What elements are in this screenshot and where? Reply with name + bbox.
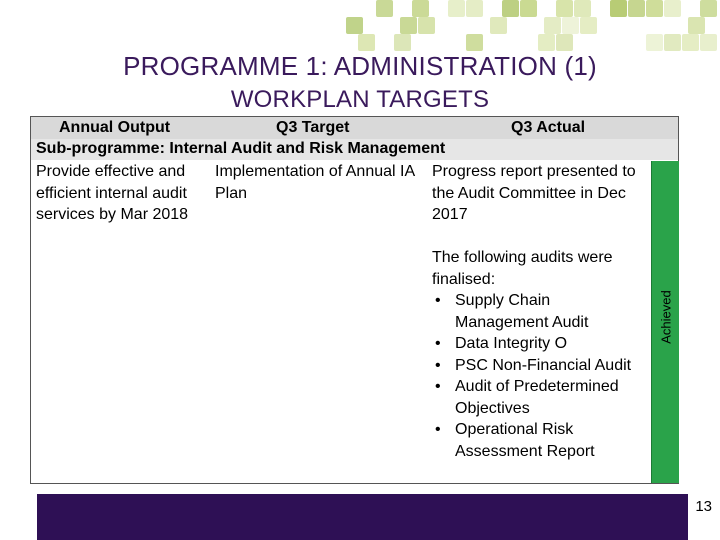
mosaic-tile — [664, 0, 681, 17]
mosaic-tile — [646, 0, 663, 17]
q3-actual-audits — [432, 247, 647, 462]
decorative-mosaic — [340, 0, 720, 52]
table-header-row — [31, 117, 678, 140]
mosaic-tile — [700, 34, 717, 51]
status-badge — [651, 161, 679, 483]
mosaic-tile — [412, 0, 429, 17]
workplan-table — [30, 116, 679, 484]
q3-target-cell: Implementation of Annual IA Plan — [215, 163, 415, 202]
mosaic-tile — [682, 34, 699, 51]
list-item: • PSC Non-Financial Audit — [432, 355, 647, 377]
mosaic-tile — [358, 34, 375, 51]
mosaic-tile — [556, 0, 573, 17]
page-number: 13 — [695, 498, 712, 515]
page-subtitle: WORKPLAN TARGETS — [230, 86, 490, 113]
annual-output-cell: Provide effective and efficient internal audit services by Mar 2018 — [36, 163, 189, 223]
audits-list — [432, 290, 647, 462]
status-label: Achieved — [658, 290, 673, 344]
list-item: • Audit of Predetermined Objectives — [432, 376, 647, 419]
mosaic-tile — [466, 0, 483, 17]
mosaic-tile — [700, 0, 717, 17]
list-item: • Supply Chain Management Audit — [432, 290, 647, 333]
mosaic-tile — [562, 17, 579, 34]
mosaic-tile — [574, 0, 591, 17]
mosaic-tile — [610, 0, 627, 17]
mosaic-tile — [466, 34, 483, 51]
mosaic-tile — [520, 0, 537, 17]
list-item: • Operational Risk Assessment Report — [432, 419, 647, 462]
mosaic-tile — [646, 34, 663, 51]
mosaic-tile — [556, 34, 573, 51]
mosaic-tile — [688, 17, 705, 34]
subprogramme-row — [31, 139, 678, 160]
footer-bar — [37, 494, 688, 540]
column-header-annual-output: Annual Output — [59, 119, 171, 136]
mosaic-tile — [448, 0, 465, 17]
mosaic-tile — [628, 0, 645, 17]
mosaic-tile — [400, 17, 417, 34]
mosaic-tile — [376, 0, 393, 17]
column-header-q3-actual: Q3 Actual — [511, 119, 586, 136]
page-title: PROGRAMME 1: ADMINISTRATION (1) — [123, 51, 597, 81]
mosaic-tile — [346, 17, 363, 34]
mosaic-tile — [394, 34, 411, 51]
column-header-q3-target: Q3 Target — [276, 119, 350, 136]
subprogramme-label: Sub-programme: Internal Audit and Risk Management — [36, 140, 446, 157]
mosaic-tile — [544, 17, 561, 34]
list-item: • Data Integrity O — [432, 333, 647, 355]
mosaic-tile — [502, 0, 519, 17]
q3-actual-progress: Progress report presented to the Audit Committee in Dec 2017 — [432, 163, 636, 223]
audits-intro: The following audits were finalised: — [432, 249, 613, 288]
mosaic-tile — [664, 34, 681, 51]
mosaic-tile — [580, 17, 597, 34]
mosaic-tile — [538, 34, 555, 51]
mosaic-tile — [418, 17, 435, 34]
mosaic-tile — [490, 17, 507, 34]
